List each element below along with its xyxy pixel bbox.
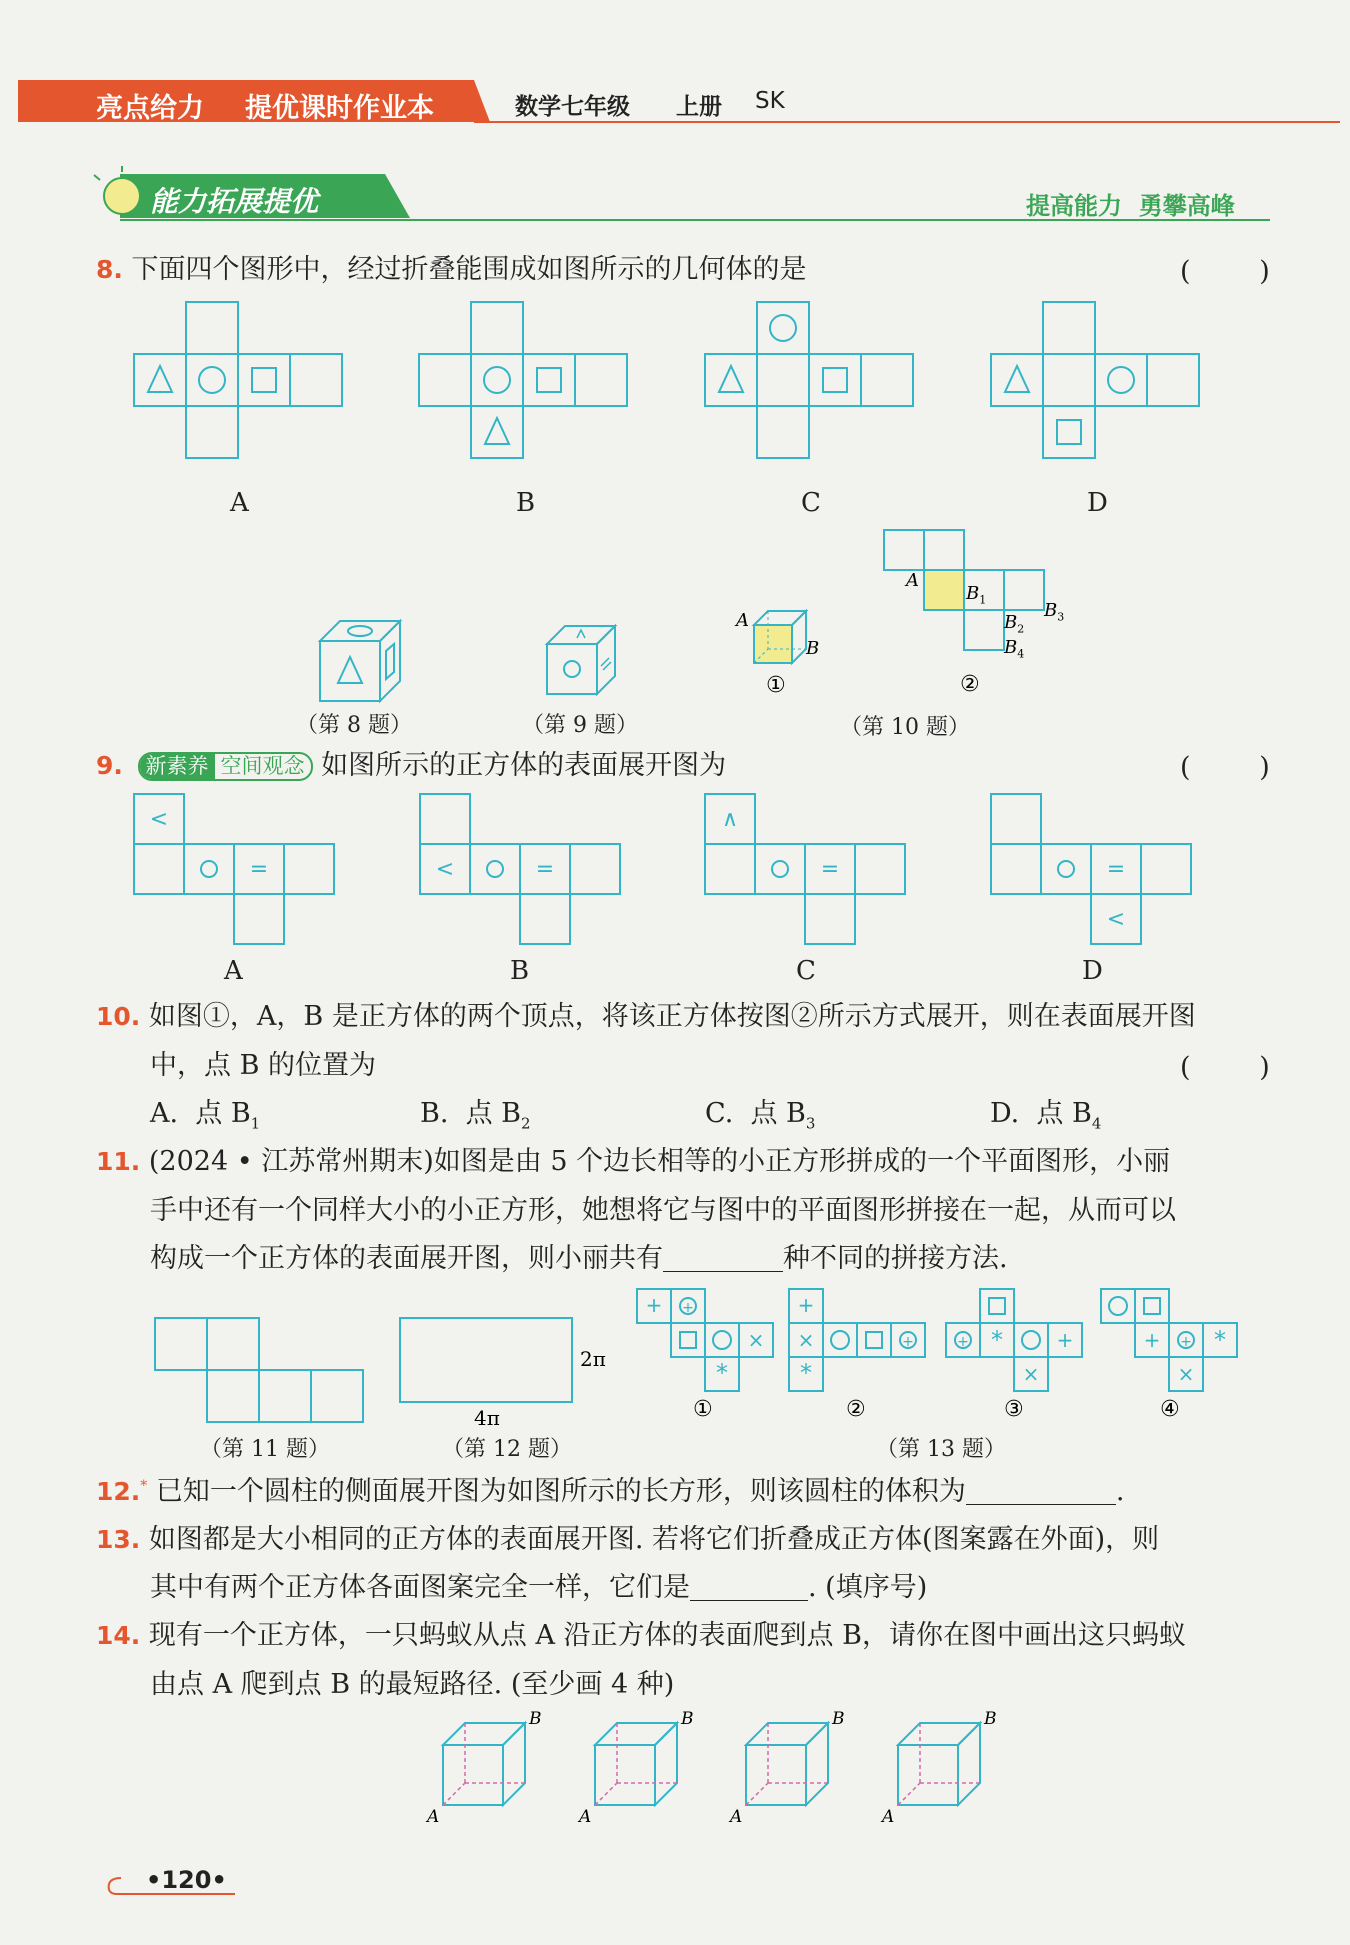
section-motto: 提高能力 勇攀高峰 — [1026, 192, 1235, 220]
q8-option-c: C — [801, 488, 821, 518]
q10-choice-c[interactable] — [705, 1100, 815, 1131]
header-subject: 数学七年级 — [515, 94, 630, 120]
b4-sub: 4 — [1017, 647, 1025, 661]
header-series: 提优课时作业本 — [245, 93, 434, 124]
svg-text:<: < — [1106, 907, 1126, 932]
q14-cube-2-b: B — [681, 1709, 694, 1729]
caption-q9: （第 9 题） — [522, 713, 638, 738]
q9-option-c: C — [796, 956, 816, 986]
q13-line1: 如图都是大小相同的正方体的表面展开图. 若将它们折叠成正方体(图案露在外面)，则 — [148, 1524, 1160, 1555]
svg-text:+: + — [902, 1334, 914, 1350]
question-8 — [96, 256, 807, 283]
q14-cube-2[interactable] — [577, 1709, 697, 1827]
header-volume: 上册 — [676, 94, 722, 120]
q14-line1: 现有一个正方体，一只蚂蚁从点 A 沿正方体的表面爬到点 B，请你在图中画出这只蚂蚁 — [148, 1620, 1186, 1651]
q12-answer-blank[interactable] — [966, 1482, 1116, 1505]
cube-drawing — [425, 1715, 535, 1815]
fig13-net-3 — [945, 1288, 1095, 1398]
q10-choice-a[interactable] — [150, 1100, 260, 1131]
q11-number: 11. — [96, 1147, 141, 1176]
q11-line3b: 种不同的拼接方法. — [783, 1243, 1008, 1274]
section-title: 能力拓展提优 — [150, 185, 319, 218]
q12-mark: * — [140, 1478, 148, 1494]
caption-q12: （第 12 题） — [442, 1437, 572, 1462]
question-12 — [96, 1478, 1124, 1505]
q10-choice-d-sub: 4 — [1091, 1114, 1102, 1133]
b4-letter: B — [1004, 637, 1018, 658]
q10-choice-b[interactable] — [420, 1100, 531, 1131]
cube-drawing — [728, 1715, 838, 1815]
q14-cube-1-a: A — [427, 1807, 440, 1827]
q14-cube-2-a: A — [579, 1807, 592, 1827]
b3-sub: 3 — [1057, 610, 1065, 624]
fig13-label-2: ② — [846, 1397, 866, 1422]
q9-option-d: D — [1082, 956, 1103, 986]
q10-choice-c-text: C. 点 B — [705, 1098, 806, 1129]
q10-line2: 中，点 B 的位置为 — [150, 1050, 377, 1081]
q11-line1: (2024 • 江苏常州期末)如图是由 5 个边长相等的小正方形拼成的一个平面图形，小丽 — [148, 1146, 1171, 1177]
caption-q13: （第 13 题） — [876, 1437, 1006, 1462]
q9-net-d — [990, 792, 1200, 952]
svg-text:+: + — [1056, 1328, 1074, 1352]
svg-text:×: × — [1177, 1362, 1195, 1386]
q14-cube-1-b: B — [529, 1709, 542, 1729]
q8-option-b: B — [516, 488, 536, 518]
fig13-net-1 — [636, 1288, 776, 1398]
q9-net-c — [704, 792, 914, 952]
svg-text:+: + — [1143, 1328, 1161, 1352]
q10-choice-c-sub: 3 — [805, 1114, 816, 1133]
svg-text:<: < — [149, 807, 169, 832]
q9-option-b: B — [510, 956, 530, 986]
fig10-net-b2 — [1004, 612, 1024, 636]
q12-end: . — [1115, 1476, 1125, 1507]
bulb-icon — [104, 178, 140, 214]
q11-answer-blank[interactable] — [663, 1249, 783, 1272]
q8-net-a — [133, 300, 353, 460]
q11-line3 — [150, 1245, 1008, 1272]
question-13 — [96, 1526, 1159, 1553]
q14-cube-3[interactable] — [728, 1709, 848, 1827]
q10-line1: 如图①，A，B 是正方体的两个顶点，将该正方体按图②所示方式展开，则在表面展开图 — [148, 1001, 1196, 1032]
svg-text:∧: ∧ — [721, 807, 739, 832]
cube-drawing — [880, 1715, 990, 1815]
q14-cube-1[interactable] — [425, 1709, 545, 1827]
q14-cube-3-b: B — [832, 1709, 845, 1729]
q14-cube-4-b: B — [984, 1709, 997, 1729]
q9-number: 9. — [96, 751, 123, 780]
svg-text:+: + — [957, 1334, 969, 1350]
fig10-caption-1: ① — [766, 673, 786, 698]
svg-text:=: = — [1106, 857, 1126, 882]
fig11-net — [153, 1316, 383, 1426]
svg-text:=: = — [820, 857, 840, 882]
b3-letter: B — [1044, 600, 1058, 621]
fig12-rect — [398, 1316, 578, 1406]
svg-text:<: < — [435, 857, 455, 882]
fig13-label-4: ④ — [1160, 1397, 1180, 1422]
fig10-net — [882, 530, 1025, 661]
q13-line2b: . (填序号) — [808, 1572, 928, 1603]
q13-line2a: 其中有两个正方体各面图案完全一样，它们是 — [150, 1572, 690, 1603]
fig10-label-a: A — [736, 610, 749, 631]
q8-option-d: D — [1087, 488, 1108, 518]
question-11 — [96, 1148, 1170, 1175]
q8-net-d — [990, 300, 1210, 460]
fig10-net-b1 — [966, 583, 986, 607]
fig8-cube — [318, 617, 408, 707]
svg-text:+: + — [797, 1293, 815, 1317]
q10-choice-b-text: B. 点 B — [420, 1098, 522, 1129]
b1-sub: 1 — [979, 593, 987, 607]
question-9 — [96, 752, 726, 781]
q8-answer-paren[interactable]: ( ) — [1180, 256, 1270, 287]
svg-text:=: = — [535, 857, 555, 882]
q9-text: 如图所示的正方体的表面展开图为 — [321, 750, 727, 781]
svg-text:×: × — [747, 1328, 765, 1352]
q8-number: 8. — [96, 255, 123, 284]
b1-letter: B — [966, 583, 980, 604]
caption-q8: （第 8 题） — [296, 713, 412, 738]
fig10-net-b4 — [1004, 637, 1024, 661]
q9-answer-paren[interactable]: ( ) — [1180, 752, 1270, 783]
svg-text:*: * — [800, 1359, 812, 1387]
q10-choice-d[interactable] — [990, 1100, 1101, 1131]
q9-net-b — [419, 792, 629, 952]
q12-number: 12. — [96, 1477, 141, 1506]
question-14 — [96, 1622, 1186, 1649]
q14-cube-3-a: A — [730, 1807, 743, 1827]
q10-number: 10. — [96, 1002, 141, 1031]
fig13-label-1: ① — [693, 1397, 713, 1422]
q9-option-a: A — [224, 956, 243, 986]
caption-q10: （第 10 题） — [840, 715, 970, 740]
fig10-net-a: A — [906, 570, 919, 591]
header-brand: 亮点给力 — [96, 93, 204, 124]
fig12-width-label: 4π — [474, 1406, 500, 1430]
q10-choice-a-sub: 1 — [250, 1114, 261, 1133]
fig13-net-4 — [1100, 1288, 1250, 1398]
fig9-cube — [545, 622, 625, 702]
page-number: •120• — [146, 1866, 227, 1894]
svg-text:*: * — [716, 1359, 728, 1387]
svg-text:*: * — [991, 1326, 1003, 1354]
q14-line2: 由点 A 爬到点 B 的最短路径. (至少画 4 种) — [150, 1669, 675, 1700]
svg-text:+: + — [645, 1293, 663, 1317]
q12-text: 已知一个圆柱的侧面展开图为如图所示的长方形，则该圆柱的体积为 — [155, 1476, 966, 1507]
q8-net-c — [704, 300, 924, 460]
q10-choice-b-sub: 2 — [521, 1114, 531, 1133]
fig13-label-3: ③ — [1004, 1397, 1024, 1422]
fig13-net-2 — [788, 1288, 938, 1398]
fig12-height-label: 2π — [580, 1347, 606, 1371]
fig10-caption-2: ② — [960, 672, 980, 697]
q14-cube-4-a: A — [882, 1807, 895, 1827]
q8-option-a: A — [230, 488, 249, 518]
q10-answer-paren[interactable]: ( ) — [1180, 1052, 1270, 1083]
q8-text: 下面四个图形中，经过折叠能围成如图所示的几何体的是 — [131, 254, 807, 285]
q11-line3a: 构成一个正方体的表面展开图，则小丽共有 — [150, 1243, 663, 1274]
q9-tag-1: 新素养 — [140, 754, 215, 779]
svg-text:*: * — [1214, 1326, 1226, 1354]
q13-answer-blank[interactable] — [690, 1578, 808, 1601]
question-10 — [96, 1003, 1196, 1030]
caption-q11: （第 11 题） — [200, 1437, 330, 1462]
svg-text:×: × — [797, 1328, 815, 1352]
q13-line2 — [150, 1574, 927, 1601]
svg-text:=: = — [249, 857, 269, 882]
q9-tag-2: 空间观念 — [220, 754, 305, 778]
header-edition: SK — [755, 88, 785, 114]
svg-text:×: × — [1022, 1362, 1040, 1386]
q14-cube-4[interactable] — [880, 1709, 1000, 1827]
q8-net-b — [418, 300, 638, 460]
q9-net-a — [133, 792, 343, 952]
fig10-label-b: B — [806, 638, 820, 659]
fig10-net-b3 — [1044, 600, 1064, 624]
q14-number: 14. — [96, 1621, 141, 1650]
q9-tag — [138, 752, 313, 781]
q10-choice-a-text: A. 点 B — [150, 1098, 251, 1129]
q13-number: 13. — [96, 1525, 141, 1554]
svg-text:+: + — [682, 1300, 694, 1316]
b2-letter: B — [1004, 612, 1018, 633]
b2-sub: 2 — [1017, 622, 1025, 636]
svg-text:+: + — [1180, 1334, 1192, 1350]
q11-line2: 手中还有一个同样大小的小正方形，她想将它与图中的平面图形拼接在一起，从而可以 — [150, 1195, 1176, 1226]
q10-choice-d-text: D. 点 B — [990, 1098, 1092, 1129]
cube-drawing — [577, 1715, 687, 1815]
